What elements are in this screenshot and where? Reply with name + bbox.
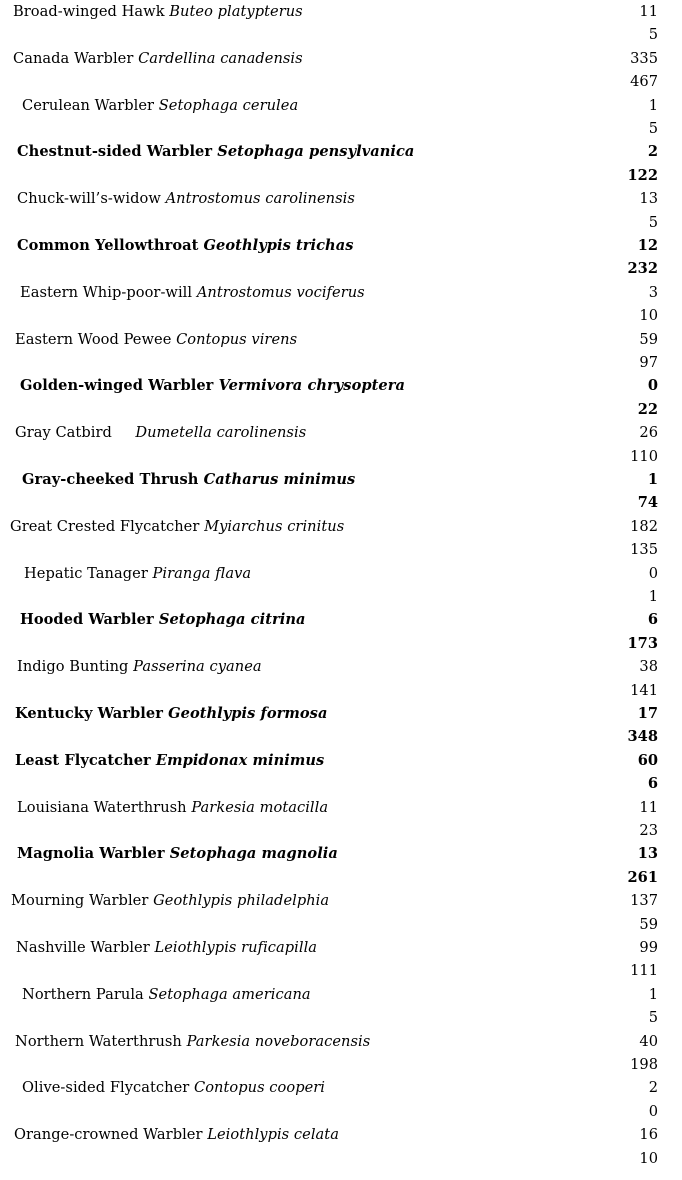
- species-scientific-name: Buteo platypterus: [169, 3, 303, 20]
- species-common-name: Hepatic Tanager: [24, 564, 153, 582]
- row-secondary-line: [0, 304, 682, 327]
- species-common-name: Nashville Warbler: [16, 938, 155, 956]
- species-value-1: 1: [647, 470, 658, 488]
- species-value-1: 40: [639, 1032, 658, 1050]
- table-row: [0, 749, 682, 796]
- species-value-1: 1: [648, 985, 658, 1003]
- species-value-1: 99: [639, 938, 658, 956]
- species-common-name: Great Crested Flycatcher: [10, 517, 205, 535]
- row-primary-line: [0, 515, 682, 538]
- species-scientific-name: Setophaga americana: [148, 985, 311, 1003]
- row-primary-line: [0, 702, 682, 725]
- species-value-2: 10: [639, 307, 658, 325]
- table-row: [0, 1030, 682, 1077]
- row-secondary-line: [0, 959, 682, 982]
- row-secondary-line: [0, 866, 682, 889]
- species-common-name: Golden-winged Warbler: [20, 377, 219, 395]
- table-row: [0, 936, 682, 983]
- species-value-1: 12: [637, 236, 658, 254]
- table-row: [0, 421, 682, 468]
- species-value-2: 74: [637, 494, 658, 512]
- species-value-2: 110: [630, 447, 658, 465]
- row-primary-line: [0, 936, 682, 959]
- species-value-1: 11: [639, 3, 658, 20]
- species-name: [20, 374, 405, 397]
- row-secondary-line: [0, 491, 682, 514]
- species-value-2: 10: [639, 1149, 658, 1167]
- species-name: [17, 187, 355, 210]
- species-common-name: Eastern Wood Pewee: [15, 330, 177, 348]
- table-row: [0, 187, 682, 234]
- species-name: [15, 702, 327, 725]
- species-value-1: 1: [648, 96, 658, 114]
- species-value-2: 5: [648, 26, 658, 44]
- table-row: [0, 328, 682, 375]
- species-name: [17, 842, 338, 865]
- species-value-2: 122: [627, 166, 658, 184]
- species-scientific-name: Catharus minimus: [203, 470, 356, 488]
- row-primary-line: [0, 281, 682, 304]
- species-common-name: Chuck-will’s-widow: [17, 190, 166, 208]
- row-primary-line: [0, 1030, 682, 1053]
- species-common-name: Common Yellowthroat: [17, 236, 204, 254]
- row-primary-line: [0, 328, 682, 351]
- row-secondary-line: [0, 23, 682, 46]
- row-primary-line: [0, 468, 682, 491]
- species-value-2: 23: [639, 821, 658, 839]
- species-common-name: Louisiana Waterthrush: [17, 798, 192, 816]
- species-value-1: 59: [639, 330, 658, 348]
- row-primary-line: [0, 983, 682, 1006]
- species-value-2: 22: [637, 400, 658, 418]
- species-value-1: 38: [639, 658, 658, 676]
- table-row: [0, 374, 682, 421]
- table-row: [0, 281, 682, 328]
- species-scientific-name: Antrostomus carolinensis: [165, 190, 355, 208]
- row-secondary-line: [0, 585, 682, 608]
- species-scientific-name: Myiarchus crinitus: [204, 517, 345, 535]
- species-value-1: 182: [630, 517, 658, 535]
- species-name: [17, 234, 353, 257]
- species-value-1: 16: [639, 1126, 658, 1144]
- row-primary-line: [0, 421, 682, 444]
- species-scientific-name: Geothlypis formosa: [168, 704, 328, 722]
- row-secondary-line: [0, 211, 682, 234]
- species-name: [15, 749, 324, 772]
- species-value-1: 13: [637, 845, 658, 863]
- row-primary-line: [0, 562, 682, 585]
- row-secondary-line: [0, 819, 682, 842]
- species-value-2: 111: [630, 962, 658, 980]
- species-value-2: 173: [627, 634, 658, 652]
- species-value-2: 1: [648, 587, 658, 605]
- species-common-name: Northern Parula: [22, 985, 149, 1003]
- row-secondary-line: [0, 1147, 682, 1170]
- species-common-name: Kentucky Warbler: [15, 704, 169, 722]
- species-value-2: 0: [648, 1102, 658, 1120]
- species-scientific-name: Setophaga citrina: [158, 611, 306, 629]
- row-primary-line: [0, 1076, 682, 1099]
- species-value-2: 5: [648, 213, 658, 231]
- row-primary-line: [0, 140, 682, 163]
- row-secondary-line: [0, 1053, 682, 1076]
- species-common-name: Broad-winged Hawk: [13, 3, 170, 20]
- row-primary-line: [0, 796, 682, 819]
- row-primary-line: [0, 842, 682, 865]
- species-scientific-name: Piranga flava: [152, 564, 252, 582]
- table-row: [0, 655, 682, 702]
- species-scientific-name: Leiothlypis ruficapilla: [154, 938, 318, 956]
- row-secondary-line: [0, 538, 682, 561]
- species-scientific-name: Setophaga pensylvanica: [217, 143, 415, 161]
- species-value-1: 60: [637, 751, 658, 769]
- species-common-name: Indigo Bunting: [17, 658, 134, 676]
- species-name: [16, 936, 317, 959]
- table-row: [0, 796, 682, 843]
- species-value-2: 348: [627, 728, 658, 746]
- species-scientific-name: Contopus cooperi: [193, 1079, 326, 1097]
- row-secondary-line: [0, 725, 682, 748]
- species-value-1: 2: [648, 1079, 658, 1097]
- species-scientific-name: Contopus virens: [176, 330, 298, 348]
- row-secondary-line: [0, 1006, 682, 1029]
- row-primary-line: [0, 94, 682, 117]
- row-secondary-line: [0, 632, 682, 655]
- species-name: [10, 515, 344, 538]
- species-scientific-name: Cardellina canadensis: [138, 49, 303, 67]
- species-common-name: Cerulean Warbler: [22, 96, 159, 114]
- species-scientific-name: Geothlypis trichas: [203, 236, 354, 254]
- row-secondary-line: [0, 772, 682, 795]
- row-primary-line: [0, 749, 682, 772]
- row-secondary-line: [0, 445, 682, 468]
- row-secondary-line: [0, 117, 682, 140]
- row-primary-line: [0, 1123, 682, 1146]
- species-common-name: Eastern Whip-poor-will: [20, 283, 197, 301]
- table-row: [0, 468, 682, 515]
- species-value-2: 5: [648, 1009, 658, 1027]
- species-name: [22, 468, 355, 491]
- row-primary-line: [0, 234, 682, 257]
- species-name: [13, 0, 303, 23]
- species-name: [20, 281, 365, 304]
- species-scientific-name: Leiothlypis celata: [207, 1126, 339, 1144]
- species-value-2: 5: [648, 119, 658, 137]
- species-common-name: Hooded Warbler: [20, 611, 159, 629]
- row-secondary-line: [0, 679, 682, 702]
- row-primary-line: [0, 374, 682, 397]
- species-value-2: 198: [630, 1055, 658, 1073]
- species-scientific-name: Dumetella carolinensis: [135, 424, 307, 442]
- species-name: [22, 983, 311, 1006]
- species-name: [17, 796, 328, 819]
- species-name: [22, 1076, 325, 1099]
- species-common-name: Least Flycatcher: [15, 751, 156, 769]
- species-value-1: 0: [648, 564, 658, 582]
- species-value-1: 3: [648, 283, 658, 301]
- species-value-2: 135: [630, 541, 658, 559]
- species-name: [13, 47, 303, 70]
- row-primary-line: [0, 608, 682, 631]
- species-value-1: 2: [647, 143, 658, 161]
- row-secondary-line: [0, 70, 682, 93]
- species-scientific-name: Vermivora chrysoptera: [218, 377, 405, 395]
- species-scientific-name: Geothlypis philadelphia: [153, 892, 330, 910]
- row-primary-line: [0, 47, 682, 70]
- species-value-2: 97: [639, 353, 658, 371]
- row-secondary-line: [0, 1100, 682, 1123]
- table-row: [0, 1076, 682, 1123]
- row-primary-line: [0, 187, 682, 210]
- row-secondary-line: [0, 351, 682, 374]
- species-value-2: 467: [630, 73, 658, 91]
- row-secondary-line: [0, 164, 682, 187]
- row-secondary-line: [0, 398, 682, 421]
- species-scientific-name: Setophaga cerulea: [158, 96, 299, 114]
- species-name: [17, 140, 414, 163]
- row-secondary-line: [0, 913, 682, 936]
- table-row: [0, 562, 682, 609]
- table-row: [0, 47, 682, 94]
- table-row: [0, 1123, 682, 1170]
- species-scientific-name: Parkesia motacilla: [191, 798, 329, 816]
- table-row: [0, 0, 682, 47]
- species-name: [15, 328, 297, 351]
- species-value-2: 141: [630, 681, 658, 699]
- species-name: [15, 1030, 370, 1053]
- species-value-1: 335: [630, 49, 658, 67]
- species-value-2: 59: [639, 915, 658, 933]
- species-value-1: 137: [630, 892, 658, 910]
- species-name: [20, 608, 306, 631]
- species-name: [22, 94, 298, 117]
- species-scientific-name: Parkesia noveboracensis: [186, 1032, 371, 1050]
- species-name: [24, 562, 251, 585]
- table-row: [0, 94, 682, 141]
- species-scientific-name: Passerina cyanea: [133, 658, 262, 676]
- species-common-name: Chestnut-sided Warbler: [17, 143, 218, 161]
- table-row: [0, 983, 682, 1030]
- table-row: [0, 515, 682, 562]
- species-name: [14, 1123, 339, 1146]
- species-value-1: 26: [639, 424, 658, 442]
- species-value-1: 6: [647, 611, 658, 629]
- table-row: [0, 842, 682, 889]
- species-common-name: Olive-sided Flycatcher: [22, 1079, 194, 1097]
- species-value-1: 11: [639, 798, 658, 816]
- species-value-2: 6: [647, 775, 658, 793]
- species-name: [17, 655, 262, 678]
- table-row: [0, 889, 682, 936]
- species-common-name: Northern Waterthrush: [15, 1032, 187, 1050]
- row-secondary-line: [0, 257, 682, 280]
- species-name: [15, 421, 306, 444]
- species-name: [11, 889, 329, 912]
- species-common-name: Gray Catbird: [15, 424, 136, 442]
- species-scientific-name: Empidonax minimus: [155, 751, 325, 769]
- species-common-name: Orange-crowned Warbler: [14, 1126, 208, 1144]
- species-value-1: 13: [639, 190, 658, 208]
- table-row: [0, 702, 682, 749]
- table-row: [0, 234, 682, 281]
- species-common-name: Canada Warbler: [13, 49, 139, 67]
- species-scientific-name: Antrostomus vociferus: [196, 283, 365, 301]
- species-value-2: 232: [627, 260, 658, 278]
- table-row: [0, 608, 682, 655]
- species-common-name: Magnolia Warbler: [17, 845, 170, 863]
- species-scientific-name: Setophaga magnolia: [169, 845, 338, 863]
- table-row: [0, 140, 682, 187]
- species-value-1: 0: [647, 377, 658, 395]
- row-primary-line: [0, 0, 682, 23]
- row-primary-line: [0, 655, 682, 678]
- species-value-2: 261: [627, 868, 658, 886]
- species-value-1: 17: [637, 704, 658, 722]
- species-common-name: Mourning Warbler: [11, 892, 154, 910]
- species-common-name: Gray-cheeked Thrush: [22, 470, 204, 488]
- row-primary-line: [0, 889, 682, 912]
